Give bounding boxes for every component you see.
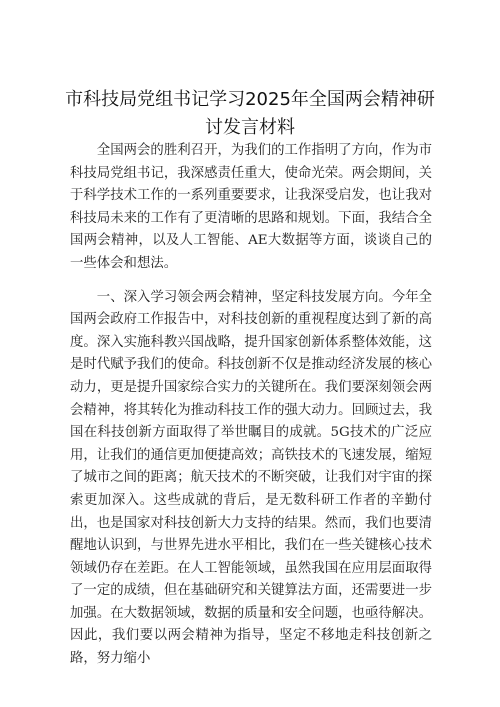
document-body — [70, 140, 432, 671]
paragraph-section-1: 一、深入学习领会两会精神，坚定科技发展方向。今年全国两会政府工作报告中，对科技创新的重视程度达到了新的高度。深入实施科教兴国战略，提升国家创新体系整体效能，这是时代赋予我们的使命。科技创新不仅是推动经济发展的核心动力，更是提升国家综合实力的关键所在。我们要深刻领会两会精神，将其转化为推动科技工作的强大动力。回顾过去，我国在科技创新方面取得了举世瞩目的成就。5G技术的广泛应用，让我们的通信更加便捷高效；高铁技术的飞速发展，缩短了城市之间的距离；航天技术的不断突破，让我们对宇宙的探索更加深入。这些成就的背后，是无数科研工作者的辛勤付出，也是国家对科技创新大力支持的结果。然而，我们也要清醒地认识到，与世界先进水平相比，我们在一些关键核心技术领域仍存在差距。在人工智能领域，虽然我国在应用层面取得了一定的成绩，但在基础研究和关键算法方面，还需要进一步加强。在大数据领域，数据的质量和安全问题，也亟待解决。因此，我们要以两会精神为指导，坚定不移地走科技创新之路，努力缩小 — [70, 289, 432, 667]
paragraph-intro: 全国两会的胜利召开，为我们的工作指明了方向，作为市科技局党组书记，我深感责任重大，使命光荣。两会期间，关于科学技术工作的一系列重要要求，让我深受启发，也让我对科技局未来的工作有了更清晰的思路和规划。下面，我结合全国两会精神，以及人工智能、AE大数据等方面，谈谈自己的一些体会和想法。 — [70, 143, 432, 271]
document-title — [60, 86, 440, 142]
title-line-1: 市科技局党组书记学习2025年全国两会精神研 — [65, 89, 435, 110]
title-line-2: 讨发言材料 — [205, 117, 295, 138]
